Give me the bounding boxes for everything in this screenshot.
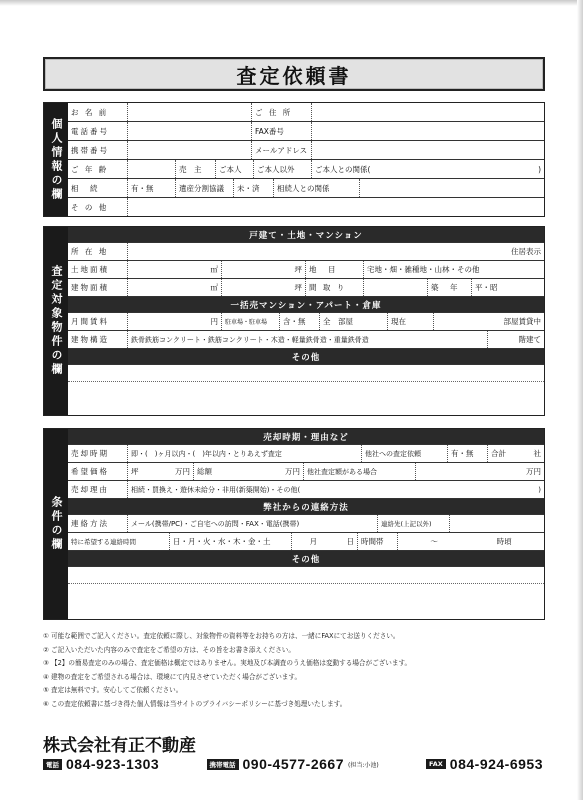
land-category-options[interactable]: 宅地・畑・雑種地・山林・その他 [367,265,480,274]
row-age [68,160,544,179]
personal-other-field[interactable] [128,198,544,216]
address-label: ご 住 所 [252,103,312,121]
parking-inc-exc[interactable]: 含・無 [280,313,320,330]
row-land-area [68,261,544,279]
location-label: 所 在 地 [68,243,128,260]
building-area-tsubo[interactable]: 坪 [222,279,306,296]
mobile-contact [207,756,379,772]
bar-sale-reason: 売却時期・理由など [68,429,544,445]
row-rent [68,313,544,331]
rent-label: 月間賃料 [68,313,128,330]
reason-label: 売却理由 [68,481,128,498]
parking-label: 駐車場・駐車場 [222,313,280,330]
company-name: 株式会社有正不動産 [43,736,196,756]
layout-field[interactable] [364,279,428,296]
contact-pref-label: 連絡先(上記以外) [378,515,450,532]
row-inheritance [68,179,544,198]
tel-number[interactable]: 084-923-1303 [66,756,160,772]
name-label: お 名 前 [68,103,128,121]
building-area-sqm[interactable]: ㎡ [128,279,222,296]
conditions-section [43,428,545,620]
other-firm-count[interactable]: 合計 社 [491,449,541,458]
form-title-box [43,57,545,91]
mobile-label: 携帯番号 [68,141,128,159]
phone-field[interactable] [128,122,252,140]
row-location [68,243,544,261]
page-top-shadow [0,0,583,6]
fax-contact [426,756,543,772]
built-year-label: 築 年 [428,279,472,296]
fax-tag: FAX [426,759,446,769]
note-item: ⑤ 査定は無料です。安心してご依頼ください。 [43,686,183,695]
inheritance-label: 相 続 [68,179,128,197]
land-area-tsubo[interactable]: 坪 [222,261,306,278]
row-other [68,198,544,216]
email-field[interactable] [312,141,544,159]
method-options[interactable]: メール(携帯/PC)・ご自宅への訪問・FAX・電話(携帯) [128,515,378,532]
property-section-label: 査定対象物件の欄 [44,227,68,415]
built-era-options[interactable]: 平・昭 [475,283,498,292]
conditions-other-line-2[interactable] [68,584,544,601]
contact-footer [43,756,543,772]
fax-label: FAX番号 [252,122,312,140]
seller-self-option[interactable]: ご本人 [216,160,254,178]
property-other-line-2[interactable] [68,382,544,399]
display-address-label: 住居表示 [511,247,541,256]
note-item: ③ 【2】の簡易査定のみの場合、査定価格は概定ではありません。実地及び本調査のうえ価格は変動する場合がございます。 [43,659,412,668]
row-name [68,103,544,122]
conditions-other-line-1[interactable] [68,567,544,584]
form-title: 査定依頼書 [236,63,352,88]
other-firm-label: 他社への査定依頼 [362,445,448,462]
tel-contact [43,756,159,772]
method-label: 連絡方法 [68,515,128,532]
property-other-line-1[interactable] [68,365,544,382]
address-field[interactable] [312,103,544,121]
location-field[interactable] [128,243,544,260]
bar-property-other: その他 [68,349,544,365]
structure-label: 建物構造 [68,331,128,348]
personal-section [43,102,545,217]
mobile-number[interactable]: 090-4577-2667 [242,756,344,772]
fax-number[interactable]: 084-924-6953 [449,756,543,772]
price-total[interactable]: 総額 万円 [194,463,304,480]
note-item: ② ご記入いただいた内容のみで査定をご希望の方は、その旨をお書き添えください。 [43,645,295,654]
bar-conditions-other: その他 [68,551,544,567]
partition-label: 遺産分割協議 [176,179,234,197]
note-item: ④ 建物の査定をご希望される場合は、環境にて内見させていただく場合がございます。 [43,672,302,681]
price-per-tsubo[interactable]: 坪 万円 [128,463,194,480]
land-area-sqm[interactable]: ㎡ [128,261,222,278]
row-mobile [68,141,544,160]
land-category-label: 地 目 [306,261,364,278]
date-field[interactable]: 月 日 [292,533,358,550]
row-phone [68,122,544,141]
mobile-tag: 携帯電話 [207,759,239,770]
land-area-label: 土地面積 [68,261,128,278]
timing-label: 売却時期 [68,445,128,462]
bar-bulk-property: 一括売マンション・アパート・倉庫 [68,297,544,313]
building-area-label: 建物面積 [68,279,128,296]
personal-other-label: そ の 他 [68,198,128,216]
note-item: ① 可能な範囲でご記入ください。査定依頼に際し、対象物件の資料等をお持ちの方は、一緒にFAXにてお送りください。 [43,632,400,640]
email-label: メールアドレス [252,141,312,159]
property-section [43,226,545,416]
relation-field[interactable]: ご本人との関係( ) [315,164,541,174]
age-label: ご 年 齢 [68,160,128,178]
age-field[interactable] [128,160,176,178]
personal-section-body [68,103,544,216]
all-rooms-field[interactable]: 全 部屋 [320,313,388,330]
other-price-label: 他社査定額がある場合 [304,463,416,480]
mobile-field[interactable] [128,141,252,159]
notes-list [43,630,553,712]
name-field[interactable] [128,103,252,121]
row-building-area [68,279,544,297]
seller-label: 売 主 [176,160,216,178]
time-label: 特に希望する連絡時間 [68,533,170,550]
heir-field[interactable] [360,179,544,197]
contact-pref-field[interactable] [450,515,544,532]
seller-other-option[interactable]: ご本人以外 [254,160,312,178]
bar-contact-method: 弊社からの連絡方法 [68,499,544,515]
reason-options[interactable]: 相続・買換え・遊休未給分・非用(新築開始)・その他( ) [131,485,541,494]
price-label: 希望価格 [68,463,128,480]
row-desired-price [68,463,544,481]
vacancy-field[interactable]: 部屋賃貸中 [503,317,541,326]
row-contact-time [68,533,544,551]
personal-section-label: 個人情報の欄 [44,103,68,216]
current-label: 現在 [388,313,434,330]
phone-label: 電話番号 [68,122,128,140]
other-price-field[interactable]: 万円 [526,467,541,476]
rent-field[interactable]: 円 [128,313,222,330]
fax-field[interactable] [312,122,544,140]
row-sale-timing [68,445,544,463]
layout-label: 間 取 り [306,279,364,296]
tel-tag: 電話 [43,759,62,770]
page-side-shadow [577,0,583,800]
property-section-body [68,227,544,415]
timing-options[interactable]: 即・( )ヶ月以内・( )年以内・とりあえず査定 [128,445,362,462]
day-options[interactable]: 日・月・火・水・木・金・土 [170,533,292,550]
note-item: ⑥ この査定依頼書に基づき得た個人情報は当サイトのプライバシーポリシーに基づき処理いたします。 [43,699,347,708]
floors-field[interactable]: 階建て [518,335,541,344]
contact-person: (担当:小池) [348,761,379,769]
row-contact-method [68,515,544,533]
heir-label: 相続人との関係 [274,179,360,197]
conditions-section-body [68,429,544,619]
row-sale-reason [68,481,544,499]
partition-done-not[interactable]: 未・済 [234,179,274,197]
time-band-field[interactable]: ～ 時頃 [430,537,512,546]
bar-house-land: 戸建て・土地・マンション [68,227,544,243]
conditions-section-label: 条件の欄 [44,429,68,619]
time-band-label: 時間帯 [358,533,398,550]
inheritance-yes-no[interactable]: 有・無 [128,179,176,197]
structure-options[interactable]: 鉄骨鉄筋コンクリート・鉄筋コンクリート・木造・軽量鉄骨造・重量鉄骨造 [128,331,488,348]
other-firm-yes-no[interactable]: 有・無 [448,445,488,462]
row-structure [68,331,544,349]
